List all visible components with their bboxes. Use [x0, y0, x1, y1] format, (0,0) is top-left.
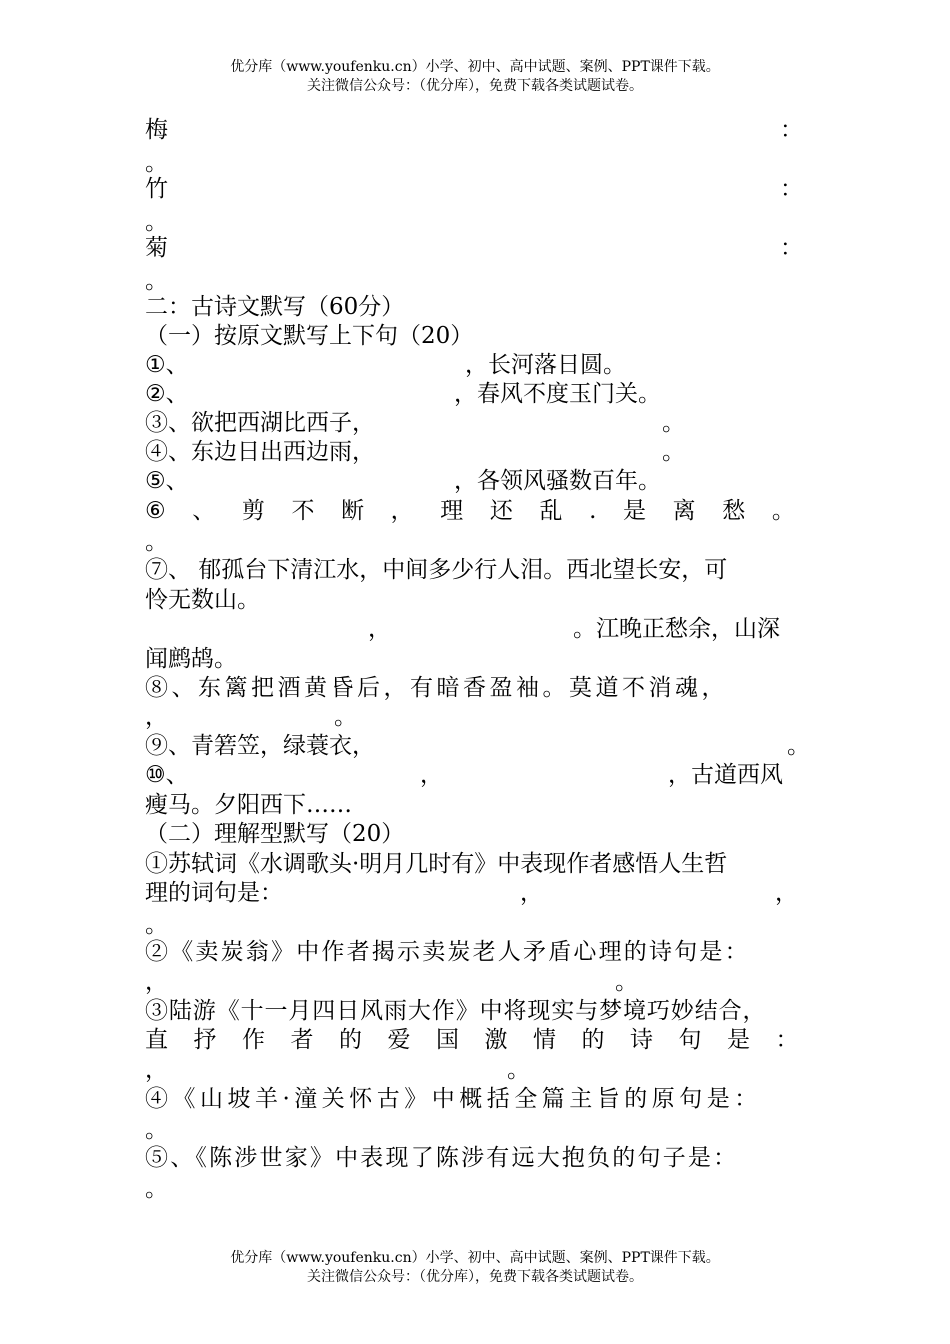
- plant-mei-colon: ：: [780, 117, 803, 143]
- p2-q2-comma: ，: [145, 969, 168, 995]
- p2-q3-comma: ，: [145, 1057, 168, 1083]
- q4-end: 。: [662, 439, 685, 465]
- q6-char: ，: [390, 498, 414, 524]
- q3-end: 。: [662, 410, 685, 436]
- p2-q1-line1: ①苏轼词《水调歌头·明月几时有》中表现作者感悟人生哲: [145, 851, 728, 877]
- p2-q3-end: 。: [507, 1057, 530, 1083]
- q2-text: ，春风不度玉门关。: [454, 381, 661, 407]
- q7-line1: ⑦、 郁孤台下清江水，中间多少行人泪。西北望长安，可: [145, 557, 728, 583]
- q4-text: ④、东边日出西边雨，: [145, 439, 375, 465]
- q6-char: 离: [672, 498, 696, 524]
- page-footer: [0, 1249, 950, 1287]
- p2-q4-end: 。: [145, 1117, 168, 1143]
- plant-ju-label: 菊: [145, 235, 168, 261]
- q10-comma: ，: [420, 762, 443, 788]
- plant-zhu-end: 。: [145, 209, 168, 235]
- header-line-2: 关注微信公众号：（优分库），免费下载各类试题试卷。: [307, 78, 643, 94]
- q9-end: 。: [787, 733, 810, 759]
- q6-char: 是: [623, 498, 647, 524]
- p2-q3-line1: ③陆游《十一月四日风雨大作》中将现实与梦境巧妙结合，: [145, 998, 767, 1024]
- plant-zhu-label: 竹: [145, 176, 168, 202]
- q6-char: 乱: [539, 498, 563, 524]
- p2-q2-line1: ②《卖炭翁》中作者揭示卖炭老人矛盾心理的诗句是：: [145, 939, 750, 965]
- q5-text: ，各领风骚数百年。: [454, 468, 661, 494]
- q7-line3: 。江晚正愁余，山深: [573, 616, 780, 642]
- q10-line2: 瘦马。夕阳西下……: [145, 792, 352, 818]
- plant-ju-colon: ：: [780, 235, 803, 261]
- part1-title: （一）按原文默写上下句（20）: [145, 323, 474, 349]
- q1-text: ，长河落日圆。: [465, 352, 626, 378]
- q10-text: ，古道西风: [668, 762, 783, 788]
- q6-char: .: [589, 498, 597, 524]
- q6-char: 剪: [241, 498, 265, 524]
- q6-end: 。: [145, 529, 168, 555]
- part2-title: （二）理解型默写（20）: [145, 821, 405, 847]
- p2-q1-end: 。: [145, 912, 168, 938]
- p2-q1-comma1: ，: [520, 880, 543, 906]
- q3-text: ③、欲把西湖比西子，: [145, 410, 375, 436]
- p2-q2-end: 。: [615, 969, 638, 995]
- q9-text: ⑨、青箬笠，绿蓑衣，: [145, 733, 375, 759]
- page-header: [0, 58, 950, 96]
- q7-comma: ，: [368, 616, 391, 642]
- q7-line2: 怜无数山。: [145, 587, 260, 613]
- q10-number: ⑩、: [145, 762, 189, 788]
- q5-number: ⑤、: [145, 468, 189, 494]
- p2-q4-line1: ④《山坡羊·潼关怀古》中概括全篇主旨的原句是：: [145, 1086, 762, 1112]
- q2-number: ②、: [145, 381, 189, 407]
- q6-char: 理: [440, 498, 464, 524]
- q6-line: [145, 496, 795, 526]
- p2-q1-comma2: ，: [775, 880, 798, 906]
- header-line-1: 优分库（www.youfenku.cn）小学、初中、高中试题、案例、PPT课件下载。: [230, 59, 720, 75]
- q6-char: 。: [771, 498, 795, 524]
- plant-mei-end: 。: [145, 150, 168, 176]
- p2-q3-line2: 直抒作者的爱国激情的诗句是：: [145, 1027, 824, 1053]
- q7-line4: 闻鹧鸪。: [145, 646, 237, 672]
- q6-char: 还: [489, 498, 513, 524]
- plant-mei-label: 梅: [145, 117, 168, 143]
- plant-zhu-colon: ：: [780, 176, 803, 202]
- p2-q5-end: 。: [145, 1176, 168, 1202]
- plant-ju-end: 。: [145, 268, 168, 294]
- p2-q5-line1: ⑤、《陈涉世家》中表现了陈涉有远大抱负的句子是：: [145, 1145, 739, 1171]
- p2-q1-line2: 理的词句是：: [145, 880, 283, 906]
- q1-number: ①、: [145, 352, 189, 378]
- footer-line-2: 关注微信公众号：（优分库），免费下载各类试题试卷。: [307, 1269, 643, 1285]
- q6-char: ⑥: [145, 498, 166, 524]
- q6-char: 、: [192, 498, 216, 524]
- q6-char: 断: [341, 498, 365, 524]
- section-title: 二：古诗文默写（60分）: [145, 294, 405, 320]
- q6-char: 愁: [722, 498, 746, 524]
- q8-line1: ⑧、东篱把酒黄昏后，有暗香盈袖。莫道不消魂，: [145, 675, 728, 701]
- q6-char: 不: [291, 498, 315, 524]
- q8-end: 。: [334, 704, 357, 730]
- q8-comma: ，: [145, 704, 168, 730]
- footer-line-1: 优分库（www.youfenku.cn）小学、初中、高中试题、案例、PPT课件下载。: [230, 1250, 720, 1266]
